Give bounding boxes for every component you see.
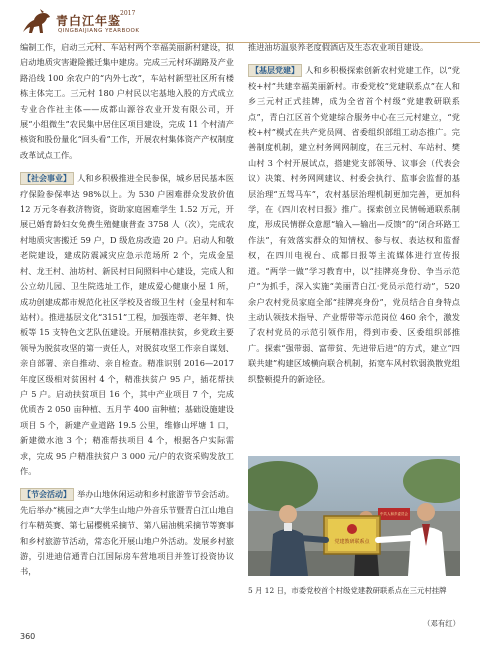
photo-caption: 5 月 12 日，市委党校首个村级党建教研联系点在三元村挂牌 [248,586,447,595]
wall-sign-text: 中共人和乡委员会 [380,512,408,516]
photo-credit: （邓有红） [423,619,460,628]
yearbook-title: 青白江年鉴 [56,14,122,28]
plaque-text: 党建教研联系点 [334,539,370,545]
yearbook-subtitle: QINGBAIJIANG YEARBOOK [58,28,140,34]
section-tag-festival: 【节会活动】 [20,488,74,501]
horse-logo-icon [20,8,54,38]
social-affairs-text: 人和乡积极推进全民参保，城乡居民基本医疗保险参保率达 98%以上。为 530 户困难群众发放价值 12 万元冬春救济物资，资助家庭困难学生 1.52 万元，开展已婚育龄妇女免费生殖健康普查 3758 人（次），完成农村地质灾害搬迁 59 户，D 级危房改造 20 户。启动人和敬老院建设，建成防震减灾应急示范场所 2 个，完成金星村、龙王村、油坊村、新民村日间照料中心建设，完成人和公立幼儿园、卫生院选址工作，建成爱心健康小屋 1 所，成功创建成都市规范化社区学校及省级卫生村（金星村和车站村）。推进基层文化“3151”工程，加强连蒂、老年舞、快板等 15 支特色文艺队伍建设。开展精准扶贫，乡党政主要领导为脱贫攻坚的第一责任人，对脱贫攻坚工作亲自谋划、亲自部署、亲自推动、亲自检查。精准识别 2016—2017 年度区级相对贫困村 4 个，精准扶贫户 95 户，插花帮扶户 5 户。启动扶贫项目 16 个，其中产业项目 7 个，完成优质杏 2 050 亩种植、五月芋 400 亩种植；基础设施建设项目 5 个，新建产业道路 19.5 公里，维修山坪塘 1 口，新建微水池 3 个；精准帮扶项目 4 个，根据各户实际需求，完成 95 户精准扶贫户 3 000 元/户的农资采购发放工作。 [20,173,234,476]
section-party-building [248,63,460,387]
section-tag-party: 【基层党建】 [248,64,302,77]
page-number: 360 [20,632,36,641]
section-social-affairs [20,171,234,479]
paragraph-hot-spring: 推进油坊温泉养老度假酒店及生态农业项目建设。 [248,42,429,52]
paragraph-village-construction: 编制工作，启动三元村、车站村两个幸福美丽新村建设，拟启动地质灾害避险搬迁集中建房。完成三元村环湖路及产业路沿线 100 余农户的“内外七改”，车站村新型社区所有楼栋主体完工。三元村 180 户村民以宅基地入股的方式成立专业合作社主体——成都山源谷农业开发有限公司，开展“小组微生”农民集中居住区项目建设，完成 11 个村清产核资和股份量化“回头看”工作，开展农村集体资产产权制度改革试点工作。 [20,42,234,160]
left-column [20,40,234,580]
yearbook-year: 2017 [120,10,136,17]
plaque-ceremony-photo [248,456,460,576]
party-building-text: 人和乡积极探索创新农村党建工作，以“党校+村”共建幸福美丽新村。市委党校“党建联系点”在人和乡三元村正式挂牌，成为全省首个村级“党建教研联系点”，青白江区首个党建综合服务中心在三元村建立，“党校+村”模式在共产党员网、省委组织部组工动态推广。完善制度机制，建立村务网网制度，在三元村、车站村、樊山村 3 个村开展试点，搭建党支部领导、议事会（代表会议）决策、村务网网建议、村委会执行、监事会监督的基层治理“五驾马车”，农村基层治理机制更加完善，更加科学，在《四川农村日报》推广。探索创立民情畅通联系制度，形成民情群众意愿“输入—输出—反馈”的“闭合环路工作法”，有效落实群众的知情权、参与权、表达权和监督权，在四川电视台、成都日报等主流媒体进行宣传报道。“两学一做”学习教育中，以“挂牌亮身份、争当示范户”为抓手，深入实施“美丽青白江·党员示范行动”，520 余户农村党员家庭全部“挂牌亮身份”，党员结合自身特点主动认领技术指导、产业帮带等示范岗位 460 余个，激发了农村党员的示范引领作用，得到市委、区委组织部推广。探索“强带弱、富带贫、先进带后进”的方式，建立“四联共建”构建区域横向联合机制，拓宽车风村软弱涣散党组织整顿提升的新途径。 [248,65,460,384]
section-festival-activities [20,487,234,579]
right-column [248,40,460,387]
section-tag-social: 【社会事业】 [20,172,74,185]
festival-text: 举办山地休闲运动和乡村旅游节节会活动。先后举办“桃园之声”大学生山地户外音乐节暨青白江山地自行车精英赛、第七届樱桃采摘节、第八届油桃采摘节等赛事和乡村旅游节活动，常态化开展山地户外活动。发展乡村旅游，引进迪信通青白江国际房车营地项目并签订投资协议书， [20,489,234,577]
photo-illustration [248,456,460,576]
